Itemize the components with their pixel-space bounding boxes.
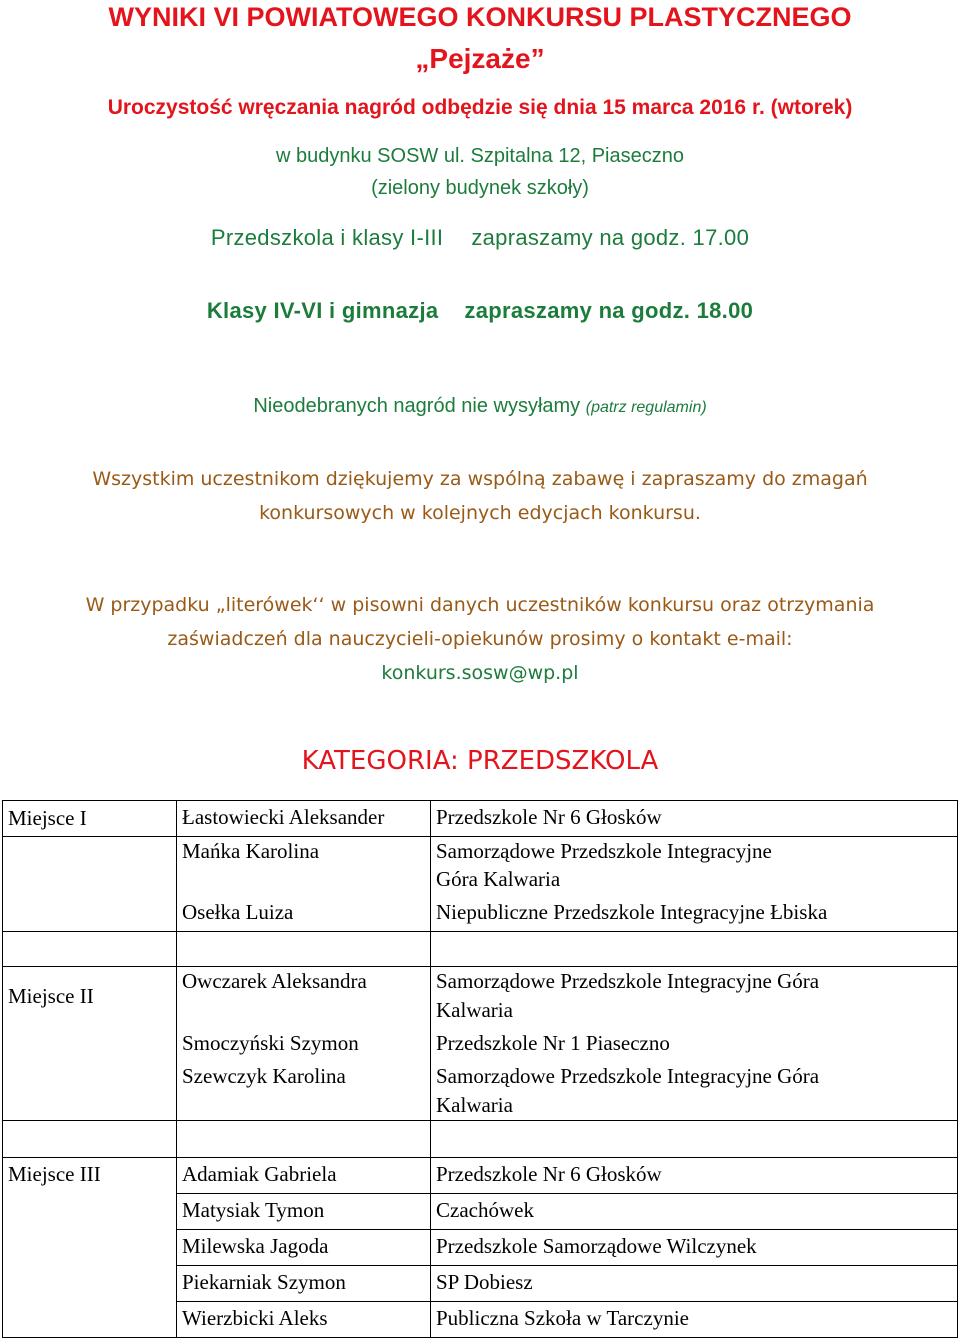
school-name: Publiczna Szkoła w Tarczynie xyxy=(436,1306,689,1330)
group2-label: Klasy IV-VI i gimnazja xyxy=(206,298,439,323)
prize-notice xyxy=(0,395,960,418)
contact-email[interactable]: konkurs.sosw@wp.pl xyxy=(381,662,579,684)
place-label: Miejsce I xyxy=(8,806,87,830)
notice-text: Nieodebranych nagród nie wysyłamy xyxy=(253,395,581,417)
participant-name: Mańka Karolina xyxy=(182,839,320,863)
group1-time: zapraszamy na godz. 17.00 xyxy=(471,225,750,250)
school-name: SP Dobiesz xyxy=(436,1270,533,1294)
school-name: Przedszkole Nr 1 Piaseczno xyxy=(436,1031,670,1055)
school-name: Przedszkole Nr 6 Głosków xyxy=(436,805,662,829)
notice-note: (patrz regulamin) xyxy=(585,399,707,416)
row-divider xyxy=(2,1157,958,1158)
participant-name: Owczarek Aleksandra xyxy=(182,969,367,993)
participant-name: Wierzbicki Aleks xyxy=(182,1306,328,1330)
table-border-top xyxy=(2,800,958,801)
contest-theme: „Pejzaże” xyxy=(415,43,545,74)
location-line: w budynku SOSW ul. Szpitalna 12, Piaseczno xyxy=(276,145,684,167)
thanks-line-1: Wszystkim uczestnikom dziękujemy za wspólną zabawę i zapraszamy do zmagań xyxy=(92,468,868,490)
row-divider xyxy=(2,1120,958,1121)
participant-name: Szewczyk Karolina xyxy=(182,1064,346,1088)
participant-name: Łastowiecki Aleksander xyxy=(182,805,385,829)
participant-name: Smoczyński Szymon xyxy=(182,1031,359,1055)
school-name: Samorządowe Przedszkole Integracyjne Góra xyxy=(436,969,820,993)
participant-name: Adamiak Gabriela xyxy=(182,1162,337,1186)
category-heading: KATEGORIA: PRZEDSZKOLA xyxy=(301,746,659,776)
place-label: Miejsce II xyxy=(8,984,94,1008)
row-divider xyxy=(176,1229,958,1230)
participant-name: Osełka Luiza xyxy=(182,900,294,924)
column-divider xyxy=(957,800,958,1338)
row-divider xyxy=(176,1193,958,1194)
school-name-cont: Kalwaria xyxy=(436,1093,513,1117)
ceremony-info: Uroczystość wręczania nagród odbędzie się dnia 15 marca 2016 r. (wtorek) xyxy=(107,96,853,119)
schedule-group2 xyxy=(0,298,960,324)
participant-name: Milewska Jagoda xyxy=(182,1234,329,1258)
results-table xyxy=(2,800,958,1338)
participant-name: Piekarniak Szymon xyxy=(182,1270,346,1294)
thanks-line-2: konkursowych w kolejnych edycjach konkursu. xyxy=(259,502,701,524)
row-divider xyxy=(2,931,958,932)
column-divider xyxy=(176,800,177,1338)
school-name: Samorządowe Przedszkole Integracyjne Góra xyxy=(436,1064,820,1088)
schedule-group1 xyxy=(0,225,960,251)
school-name: Niepubliczne Przedszkole Integracyjne Łbiska xyxy=(436,900,828,924)
row-divider xyxy=(176,1301,958,1302)
typos-line-2: zaświadczeń dla nauczycieli-opiekunów prosimy o kontakt e-mail: xyxy=(167,628,793,650)
row-divider xyxy=(176,1265,958,1266)
typos-line-1: W przypadku „literówek‘‘ w pisowni danych uczestników konkursu oraz otrzymania xyxy=(85,594,875,616)
building-note: (zielony budynek szkoły) xyxy=(371,177,589,199)
participant-name: Matysiak Tymon xyxy=(182,1198,325,1222)
place-label: Miejsce III xyxy=(8,1162,101,1186)
table-border-bottom xyxy=(2,1337,958,1338)
group1-label: Przedszkola i klasy I-III xyxy=(210,225,444,250)
school-name: Samorządowe Przedszkole Integracyjne xyxy=(436,839,772,863)
page-title: WYNIKI VI POWIATOWEGO KONKURSU PLASTYCZNEGO xyxy=(108,2,852,32)
school-name-cont: Kalwaria xyxy=(436,998,513,1022)
group2-time: zapraszamy na godz. 18.00 xyxy=(464,298,754,323)
school-name: Przedszkole Nr 6 Głosków xyxy=(436,1162,662,1186)
school-name: Czachówek xyxy=(436,1198,534,1222)
column-divider xyxy=(430,800,431,1338)
school-name: Przedszkole Samorządowe Wilczynek xyxy=(436,1234,757,1258)
school-name-cont: Góra Kalwaria xyxy=(436,867,561,891)
column-divider xyxy=(2,800,3,1338)
